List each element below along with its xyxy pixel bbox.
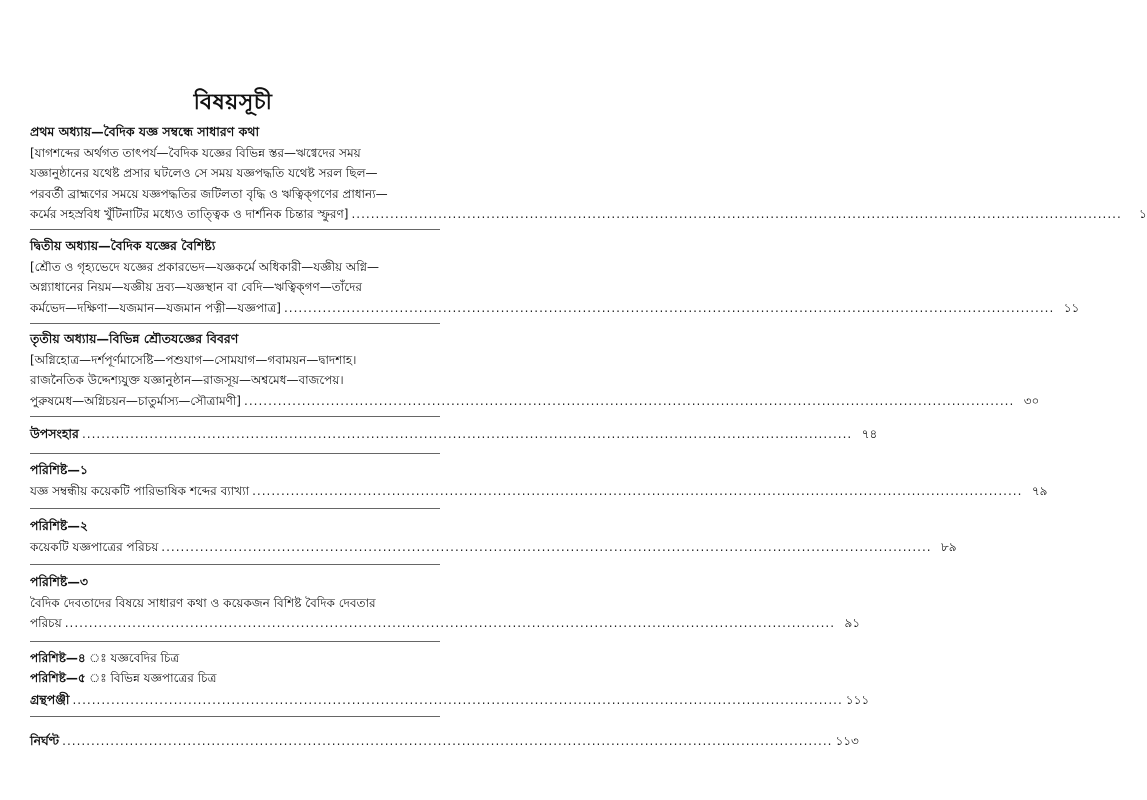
entry-line: অগ্ন্যাধানের নিয়ম—যজ্ঞীয় দ্রব্য—যজ্ঞস্থান বা বেদি—ঋত্বিক্‌গণ—তাঁদের <box>30 280 363 294</box>
section-divider <box>30 416 440 417</box>
toc-entry-chapter-1 <box>30 122 1147 225</box>
entry-line: বৈদিক দেবতাদের বিষয়ে সাধারণ কথা ও কয়েকজন বিশিষ্ট বৈদিক দেবতার <box>30 595 376 610</box>
entry-line: [শ্রৌত ও গৃহ্যভেদে যজ্ঞের প্রকারভেদ—যজ্ঞকর্মে অধিকারী—যজ্ঞীয় অগ্নি— <box>30 259 379 274</box>
page-number: ৯১ <box>844 616 861 630</box>
page-number: ১১৩ <box>835 734 859 748</box>
page-number: ১ <box>1138 207 1147 221</box>
entry-last-line <box>30 690 870 711</box>
chapter-heading: গ্রন্থপঞ্জী <box>30 692 70 707</box>
appendix-heading: পরিশিষ্ট—৫ <box>30 671 86 685</box>
entry-last-line <box>30 204 1147 225</box>
entry-line: রাজনৈতিক উদ্দেশ্যযুক্ত যজ্ঞানুষ্ঠান—রাজসূয়—অশ্বমেধ—বাজপেয়। <box>30 373 344 387</box>
section-divider <box>30 453 440 454</box>
chapter-heading: নির্ঘণ্ট <box>30 733 60 748</box>
appendix-heading: পরিশিষ্ট—৪ <box>30 651 86 665</box>
leader-dots: ................................................................................................................................................................ <box>81 427 853 441</box>
entry-last-line <box>30 391 1040 412</box>
toc-entry-bibliography <box>30 690 870 711</box>
entry-line: কর্মভেদ—দক্ষিণা—যজমান—যজমান পত্নী—যজ্ঞপাত্র] <box>30 300 281 315</box>
leader-dots: ................................................................................................................................................................ <box>62 734 833 748</box>
page-number: ১১১ <box>845 693 870 707</box>
section-divider <box>30 229 440 230</box>
leader-dots: ................................................................................................................................................................ <box>72 693 843 707</box>
entry-line: পরবর্তী ব্রাহ্মণের সময়ে যজ্ঞপদ্ধতির জটিলতা বৃদ্ধি ও ঋত্বিক্‌গণের প্রাধান্য— <box>30 186 388 201</box>
leader-dots: ................................................................................................................................................................ <box>244 393 1015 408</box>
toc-entry-chapter-2 <box>30 236 1080 318</box>
page-number: ৭৯ <box>1031 483 1048 498</box>
leader-dots: ................................................................................................................................................................ <box>283 300 1055 315</box>
leader-dots: ................................................................................................................................................................ <box>351 207 1122 221</box>
toc-entry-index <box>30 731 859 752</box>
toc-entry-appendix-2 <box>30 516 957 557</box>
entry-line: [যাগশব্দের অর্থগত তাৎপর্য—বৈদিক যজ্ঞের বিভিন্ন স্তর—ঋগ্বেদের সময় <box>30 145 361 160</box>
leader-dots: ................................................................................................................................................................ <box>252 483 1023 498</box>
entry-last-line <box>30 481 1048 502</box>
section-divider <box>30 323 440 324</box>
toc-entry-conclusion <box>30 424 878 445</box>
page-number: ১১ <box>1063 300 1080 315</box>
entry-line: ঃ যজ্ঞবেদির চিত্র <box>85 651 180 665</box>
chapter-heading: প্রথম অধ্যায়—বৈদিক যজ্ঞ সম্বন্ধে সাধারণ কথা <box>30 124 260 139</box>
leader-dots: ................................................................................................................................................................ <box>64 616 836 630</box>
chapter-heading: তৃতীয় অধ্যায়—বিভিন্ন শ্রৌতযজ্ঞের বিবরণ <box>30 331 239 346</box>
entry-line: কয়েকটি যজ্ঞপাত্রের পরিচয় <box>30 539 159 554</box>
section-divider <box>30 508 440 509</box>
chapter-heading: দ্বিতীয় অধ্যায়—বৈদিক যজ্ঞের বৈশিষ্ট্য <box>30 238 216 253</box>
appendix-heading: পরিশিষ্ট—২ <box>30 518 89 533</box>
toc-entry-chapter-3 <box>30 329 1040 411</box>
toc-entry-appendix-4 <box>30 648 440 668</box>
entry-line: ঃ বিভিন্ন যজ্ঞপাত্রের চিত্র <box>85 671 217 685</box>
page-number: ৩০ <box>1023 393 1040 408</box>
entry-line: যজ্ঞ সম্বন্ধীয় কয়েকটি পারিভাষিক শব্দের ব্যাখ্যা <box>30 483 250 498</box>
page-number: ৮৯ <box>941 539 957 554</box>
chapter-heading: উপসংহার <box>30 426 79 441</box>
appendix-heading: পরিশিষ্ট—১ <box>30 462 89 477</box>
entry-last-line <box>30 613 861 634</box>
page-number: ৭৪ <box>861 427 878 441</box>
page-title: বিষয়সূচী <box>193 90 273 115</box>
section-divider <box>30 641 440 642</box>
leader-dots: ................................................................................................................................................................ <box>161 539 932 554</box>
entry-line: পুরুষমেধ—অগ্নিচয়ন—চাতুর্মাস্য—সৌত্রামণী] <box>30 393 241 408</box>
toc-entry-appendix-3 <box>30 572 861 634</box>
toc-entry-appendix-1 <box>30 460 1048 501</box>
entry-last-line <box>30 731 859 752</box>
entry-line: যজ্ঞানুষ্ঠানের যথেষ্ট প্রসার ঘটলেও সে সময় যজ্ঞপদ্ধতি যথেষ্ট সরল ছিল— <box>30 166 378 180</box>
entry-line: পরিচয় <box>30 616 62 630</box>
toc-entry-appendix-5 <box>30 668 440 688</box>
entry-last-line <box>30 424 878 445</box>
entry-last-line <box>30 537 957 558</box>
entry-line: [অগ্নিহোত্র—দর্শপূর্ণমাসেষ্টি—পশুযাগ—সোমযাগ—গবাময়ন—দ্বাদশাহ। <box>30 352 357 367</box>
entry-line: কর্মের সহস্রবিধ খুঁটিনাটির মধ্যেও তাত্ত্বিক ও দার্শনিক চিন্তার স্ফুরণ] <box>30 207 349 221</box>
section-divider <box>30 564 440 565</box>
entry-last-line <box>30 298 1080 319</box>
section-divider <box>30 716 440 717</box>
appendix-heading: পরিশিষ্ট—৩ <box>30 574 89 589</box>
